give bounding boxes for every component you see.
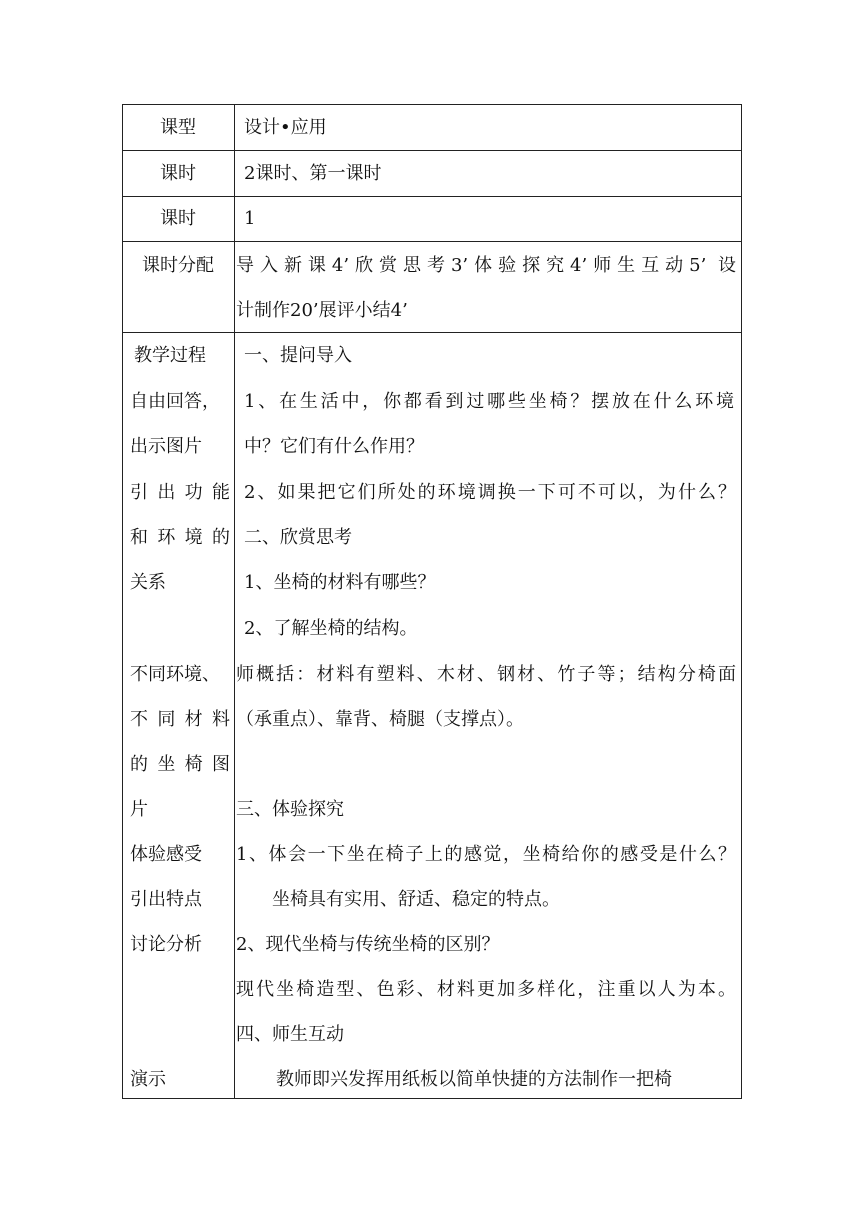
section-heading: 一、提问导入 <box>244 345 352 366</box>
process-note: 和环境的 <box>130 527 230 548</box>
process-note: 自由回答， <box>130 391 220 412</box>
content-line: 2、现代坐椅与传统坐椅的区别？ <box>236 934 500 955</box>
process-note: 不同环境、 <box>130 664 220 685</box>
process-note: 引出功能 <box>130 482 230 503</box>
section-heading: 二、欣赏思考 <box>244 527 352 548</box>
content-line: 2、了解坐椅的结构。 <box>244 618 418 639</box>
process-note: 演示 <box>130 1069 166 1090</box>
content-line: 2、如果把它们所处的环境调换一下可不可以，为什么？ <box>244 482 736 503</box>
time-allocation-label: 课时分配 <box>142 255 214 276</box>
process-note: 的坐椅图 <box>130 754 230 775</box>
time-allocation-line: 导入新课4’欣赏思考3’体验探究4’师生互动5’ 设 <box>236 255 736 276</box>
row-divider <box>122 241 742 242</box>
process-heading: 教学过程 <box>134 345 206 366</box>
content-line: 中？它们有什么作用？ <box>244 436 424 457</box>
process-note: 关系 <box>130 572 166 593</box>
content-line: 1、在生活中，你都看到过哪些坐椅？摆放在什么环境 <box>244 391 734 412</box>
process-note: 不同材料 <box>130 709 230 730</box>
section-heading: 三、体验探究 <box>236 799 344 820</box>
process-note: 片 <box>130 799 148 820</box>
content-line: 教师即兴发挥用纸板以简单快捷的方法制作一把椅 <box>276 1069 672 1090</box>
process-note: 出示图片 <box>130 436 202 457</box>
content-line: （承重点）、靠背、椅腿（支撑点）。 <box>236 709 524 730</box>
class-hours-label: 课时 <box>160 163 196 184</box>
section-heading: 四、师生互动 <box>236 1024 344 1045</box>
class-hour-label: 课时 <box>160 208 196 229</box>
process-note: 讨论分析 <box>130 934 202 955</box>
content-line: 坐椅具有实用、舒适、稳定的特点。 <box>272 889 560 910</box>
class-hour-value: 1 <box>244 208 256 229</box>
class-hours-value: 2课时、第一课时 <box>244 163 382 184</box>
content-line: 现代坐椅造型、色彩、材料更加多样化，注重以人为本。 <box>236 979 736 1000</box>
row-divider <box>122 150 742 151</box>
time-allocation-line: 计制作20’展评小结4’ <box>236 300 408 321</box>
row-divider <box>122 332 742 333</box>
lesson-type-value: 设计•应用 <box>244 117 327 138</box>
column-divider <box>234 104 235 1099</box>
content-line: 1、体会一下坐在椅子上的感觉，坐椅给你的感受是什么？ <box>236 844 736 865</box>
row-divider <box>122 196 742 197</box>
content-line: 1、坐椅的材料有哪些？ <box>244 572 436 593</box>
process-note: 引出特点 <box>130 889 202 910</box>
lesson-type-label: 课型 <box>160 117 196 138</box>
process-note: 体验感受 <box>130 844 202 865</box>
content-line: 师概括：材料有塑料、木材、钢材、竹子等；结构分椅面 <box>236 664 736 685</box>
